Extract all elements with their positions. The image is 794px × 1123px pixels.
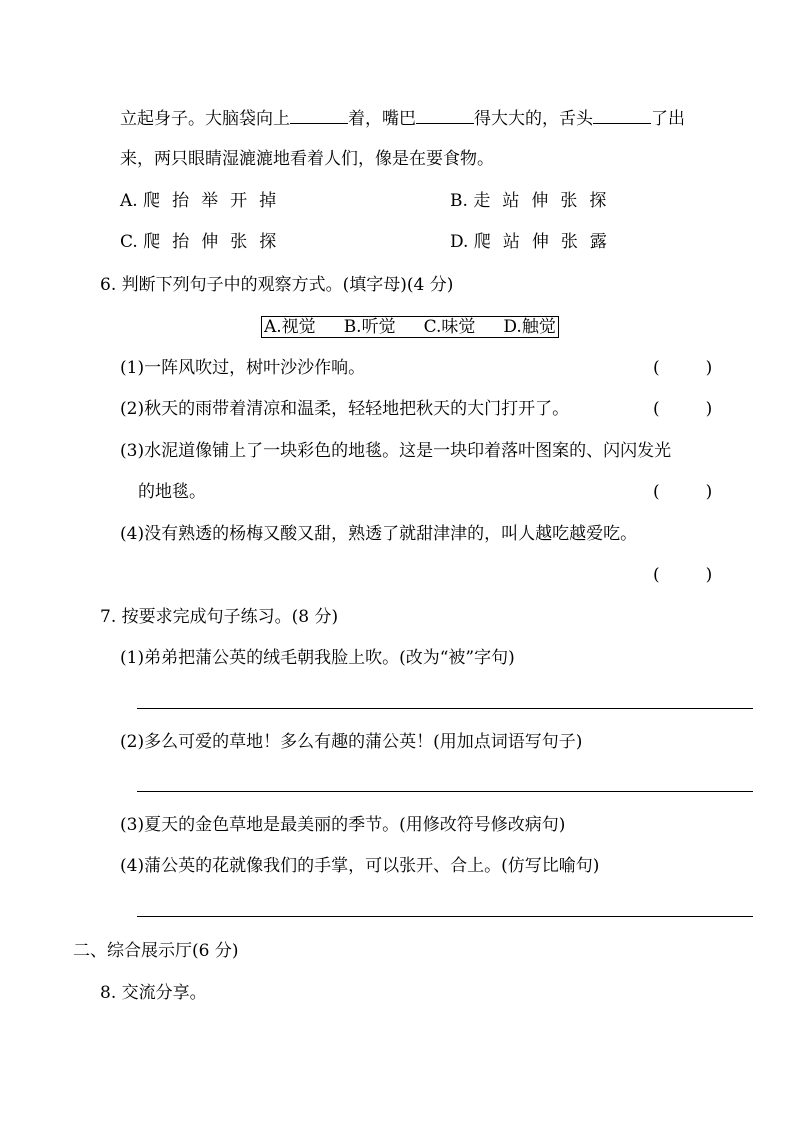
question-6-item-4: (4)没有熟透的杨梅又酸又甜，熟透了就甜津津的，叫人越吃越爱吃。 — [120, 524, 638, 544]
question-7-item-3: (3)夏天的金色草地是最美丽的季节。(用修改符号修改病句) — [120, 815, 566, 835]
option-label: A. — [120, 191, 138, 211]
option-word: 伸 — [531, 232, 549, 252]
option-word: 开 — [230, 191, 248, 211]
question-6-item-2: (2)秋天的雨带着清凉和温柔，轻轻地把秋天的大门打开了。 — [120, 399, 570, 419]
question-6-title: 6. 判断下列句子中的观察方式。(填字母)(4 分) — [100, 275, 454, 295]
answer-blank-1[interactable] — [290, 107, 348, 124]
answer-paren-3[interactable] — [653, 481, 712, 503]
observation-choices-box — [261, 316, 559, 338]
answer-line-1[interactable] — [137, 708, 753, 709]
option-word: 抬 — [172, 232, 190, 252]
sentence-text: 着，嘴巴 — [348, 109, 416, 129]
option-c[interactable] — [120, 231, 288, 253]
answer-blank-2[interactable] — [416, 107, 474, 124]
sentence-text: 了出 — [651, 109, 685, 129]
sentence-text: 得大大的，舌头 — [474, 109, 593, 129]
paren-close: ) — [705, 399, 713, 419]
option-word: 张 — [560, 232, 578, 252]
question-6-item-3: (3)水泥道像铺上了一块彩色的地毯。这是一块印着落叶图案的、闪闪发光 — [120, 441, 672, 461]
choice-touch: D.触觉 — [503, 317, 556, 337]
option-word: 抬 — [172, 191, 190, 211]
paren-open: ( — [653, 482, 660, 502]
paren-close: ) — [705, 482, 713, 502]
option-b[interactable] — [450, 190, 618, 212]
question-7-item-1: (1)弟弟把蒲公英的绒毛朝我脸上吹。(改为“被”字句) — [120, 648, 515, 668]
option-word: 张 — [230, 232, 248, 252]
answer-line-3[interactable] — [137, 916, 753, 917]
question-5-sentence-line-1 — [120, 107, 685, 130]
option-word: 举 — [201, 191, 219, 211]
question-6-item-3-cont: 的地毯。 — [138, 482, 206, 502]
answer-line-2[interactable] — [137, 791, 753, 792]
question-7-item-4: (4)蒲公英的花就像我们的手掌，可以张开、合上。(仿写比喻句) — [120, 856, 600, 876]
answer-paren-4[interactable] — [653, 564, 712, 586]
section-2-title: 二、综合展示厅(6 分) — [73, 941, 239, 961]
option-word: 掉 — [259, 191, 277, 211]
question-8-title: 8. 交流分享。 — [100, 983, 207, 1003]
option-a[interactable] — [120, 190, 288, 212]
answer-paren-1[interactable] — [653, 357, 712, 379]
option-word: 探 — [259, 232, 277, 252]
option-d[interactable] — [450, 231, 619, 253]
option-word: 伸 — [531, 191, 549, 211]
option-label: C. — [120, 232, 138, 252]
question-7-item-2: (2)多么可爱的草地！多么有趣的蒲公英！(用加点词语写句子) — [120, 732, 583, 752]
option-label: B. — [450, 191, 468, 211]
option-word: 走 — [473, 191, 491, 211]
choice-taste: C.味觉 — [423, 317, 476, 337]
answer-blank-3[interactable] — [593, 107, 651, 124]
option-word: 探 — [589, 191, 607, 211]
choice-visual: A.视觉 — [264, 317, 316, 337]
sentence-text: 立起身子。大脑袋向上 — [120, 109, 290, 129]
paren-open: ( — [653, 399, 660, 419]
option-label: D. — [450, 232, 469, 252]
paren-open: ( — [653, 358, 660, 378]
option-word: 露 — [589, 232, 607, 252]
choice-hearing: B.听觉 — [343, 317, 396, 337]
question-7-title: 7. 按要求完成句子练习。(8 分) — [100, 607, 339, 627]
option-word: 爬 — [473, 232, 491, 252]
option-word: 爬 — [143, 232, 161, 252]
option-word: 伸 — [201, 232, 219, 252]
paren-close: ) — [705, 358, 713, 378]
answer-paren-2[interactable] — [653, 398, 712, 420]
option-word: 站 — [502, 191, 520, 211]
question-5-sentence-line-2: 来，两只眼睛湿漉漉地看着人们，像是在要食物。 — [120, 149, 494, 169]
option-word: 爬 — [143, 191, 161, 211]
option-word: 张 — [560, 191, 578, 211]
paren-open: ( — [653, 565, 660, 585]
question-6-item-1: (1)一阵风吹过，树叶沙沙作响。 — [120, 358, 366, 378]
option-word: 站 — [502, 232, 520, 252]
paren-close: ) — [705, 565, 713, 585]
